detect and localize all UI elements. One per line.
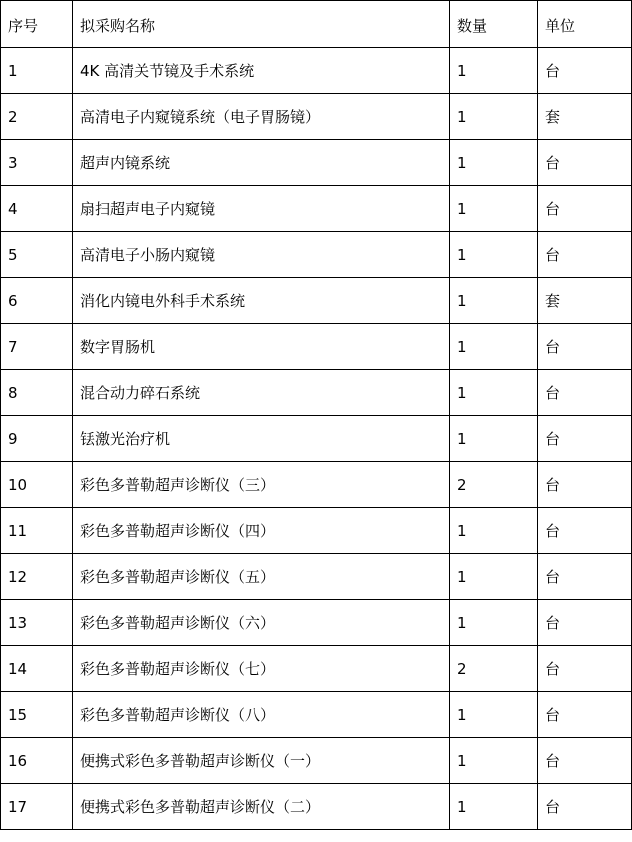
- cell-qty: 1: [450, 370, 538, 416]
- cell-no: 16: [1, 738, 73, 784]
- cell-no: 1: [1, 48, 73, 94]
- cell-qty: 1: [450, 416, 538, 462]
- cell-no: 5: [1, 232, 73, 278]
- cell-qty: 1: [450, 784, 538, 830]
- table-row: [1, 600, 632, 646]
- cell-name: 铥激光治疗机: [73, 416, 450, 462]
- cell-unit: 台: [538, 554, 632, 600]
- cell-no: 9: [1, 416, 73, 462]
- cell-no: 15: [1, 692, 73, 738]
- cell-no: 3: [1, 140, 73, 186]
- table-row: [1, 462, 632, 508]
- cell-no: 10: [1, 462, 73, 508]
- cell-unit: 台: [538, 186, 632, 232]
- table-row: [1, 508, 632, 554]
- cell-qty: 2: [450, 646, 538, 692]
- cell-name: 便携式彩色多普勒超声诊断仪（二）: [73, 784, 450, 830]
- header-name: 拟采购名称: [73, 1, 450, 48]
- table-row: [1, 186, 632, 232]
- cell-unit: 台: [538, 646, 632, 692]
- cell-qty: 1: [450, 94, 538, 140]
- cell-qty: 1: [450, 324, 538, 370]
- table-row: [1, 278, 632, 324]
- cell-name: 彩色多普勒超声诊断仪（八）: [73, 692, 450, 738]
- cell-name: 混合动力碎石系统: [73, 370, 450, 416]
- cell-qty: 1: [450, 692, 538, 738]
- cell-no: 13: [1, 600, 73, 646]
- cell-qty: 1: [450, 232, 538, 278]
- cell-unit: 套: [538, 94, 632, 140]
- cell-name: 彩色多普勒超声诊断仪（七）: [73, 646, 450, 692]
- cell-no: 12: [1, 554, 73, 600]
- cell-name: 便携式彩色多普勒超声诊断仪（一）: [73, 738, 450, 784]
- cell-name: 超声内镜系统: [73, 140, 450, 186]
- cell-unit: 台: [538, 692, 632, 738]
- table-row: [1, 370, 632, 416]
- cell-no: 8: [1, 370, 73, 416]
- table-row: [1, 232, 632, 278]
- cell-name: 数字胃肠机: [73, 324, 450, 370]
- table-row: [1, 554, 632, 600]
- cell-name: 彩色多普勒超声诊断仪（三）: [73, 462, 450, 508]
- cell-unit: 台: [538, 600, 632, 646]
- cell-qty: 1: [450, 508, 538, 554]
- cell-no: 2: [1, 94, 73, 140]
- cell-qty: 1: [450, 186, 538, 232]
- cell-unit: 台: [538, 140, 632, 186]
- cell-name: 消化内镜电外科手术系统: [73, 278, 450, 324]
- table-row: [1, 94, 632, 140]
- cell-unit: 台: [538, 48, 632, 94]
- cell-name: 彩色多普勒超声诊断仪（五）: [73, 554, 450, 600]
- table-row: [1, 140, 632, 186]
- cell-unit: 台: [538, 324, 632, 370]
- cell-name: 高清电子内窥镜系统（电子胃肠镜）: [73, 94, 450, 140]
- table-row: [1, 646, 632, 692]
- table-row: [1, 48, 632, 94]
- table-body: [1, 48, 632, 830]
- cell-unit: 台: [538, 784, 632, 830]
- cell-unit: 台: [538, 738, 632, 784]
- cell-qty: 1: [450, 554, 538, 600]
- cell-name: 扇扫超声电子内窥镜: [73, 186, 450, 232]
- cell-qty: 1: [450, 278, 538, 324]
- table-row: [1, 324, 632, 370]
- cell-unit: 台: [538, 416, 632, 462]
- cell-unit: 台: [538, 508, 632, 554]
- cell-qty: 2: [450, 462, 538, 508]
- cell-no: 7: [1, 324, 73, 370]
- cell-name: 彩色多普勒超声诊断仪（四）: [73, 508, 450, 554]
- cell-unit: 台: [538, 370, 632, 416]
- cell-qty: 1: [450, 600, 538, 646]
- cell-name: 高清电子小肠内窥镜: [73, 232, 450, 278]
- cell-name: 4K 高清关节镜及手术系统: [73, 48, 450, 94]
- cell-unit: 台: [538, 232, 632, 278]
- cell-qty: 1: [450, 140, 538, 186]
- cell-unit: 台: [538, 462, 632, 508]
- cell-no: 6: [1, 278, 73, 324]
- table-row: [1, 692, 632, 738]
- cell-qty: 1: [450, 48, 538, 94]
- table-header-row: [1, 1, 632, 48]
- cell-qty: 1: [450, 738, 538, 784]
- table-row: [1, 738, 632, 784]
- header-unit: 单位: [538, 1, 632, 48]
- cell-no: 4: [1, 186, 73, 232]
- cell-name: 彩色多普勒超声诊断仪（六）: [73, 600, 450, 646]
- header-no: 序号: [1, 1, 73, 48]
- cell-unit: 套: [538, 278, 632, 324]
- cell-no: 14: [1, 646, 73, 692]
- table-row: [1, 416, 632, 462]
- table-row: [1, 784, 632, 830]
- header-qty: 数量: [450, 1, 538, 48]
- cell-no: 17: [1, 784, 73, 830]
- cell-no: 11: [1, 508, 73, 554]
